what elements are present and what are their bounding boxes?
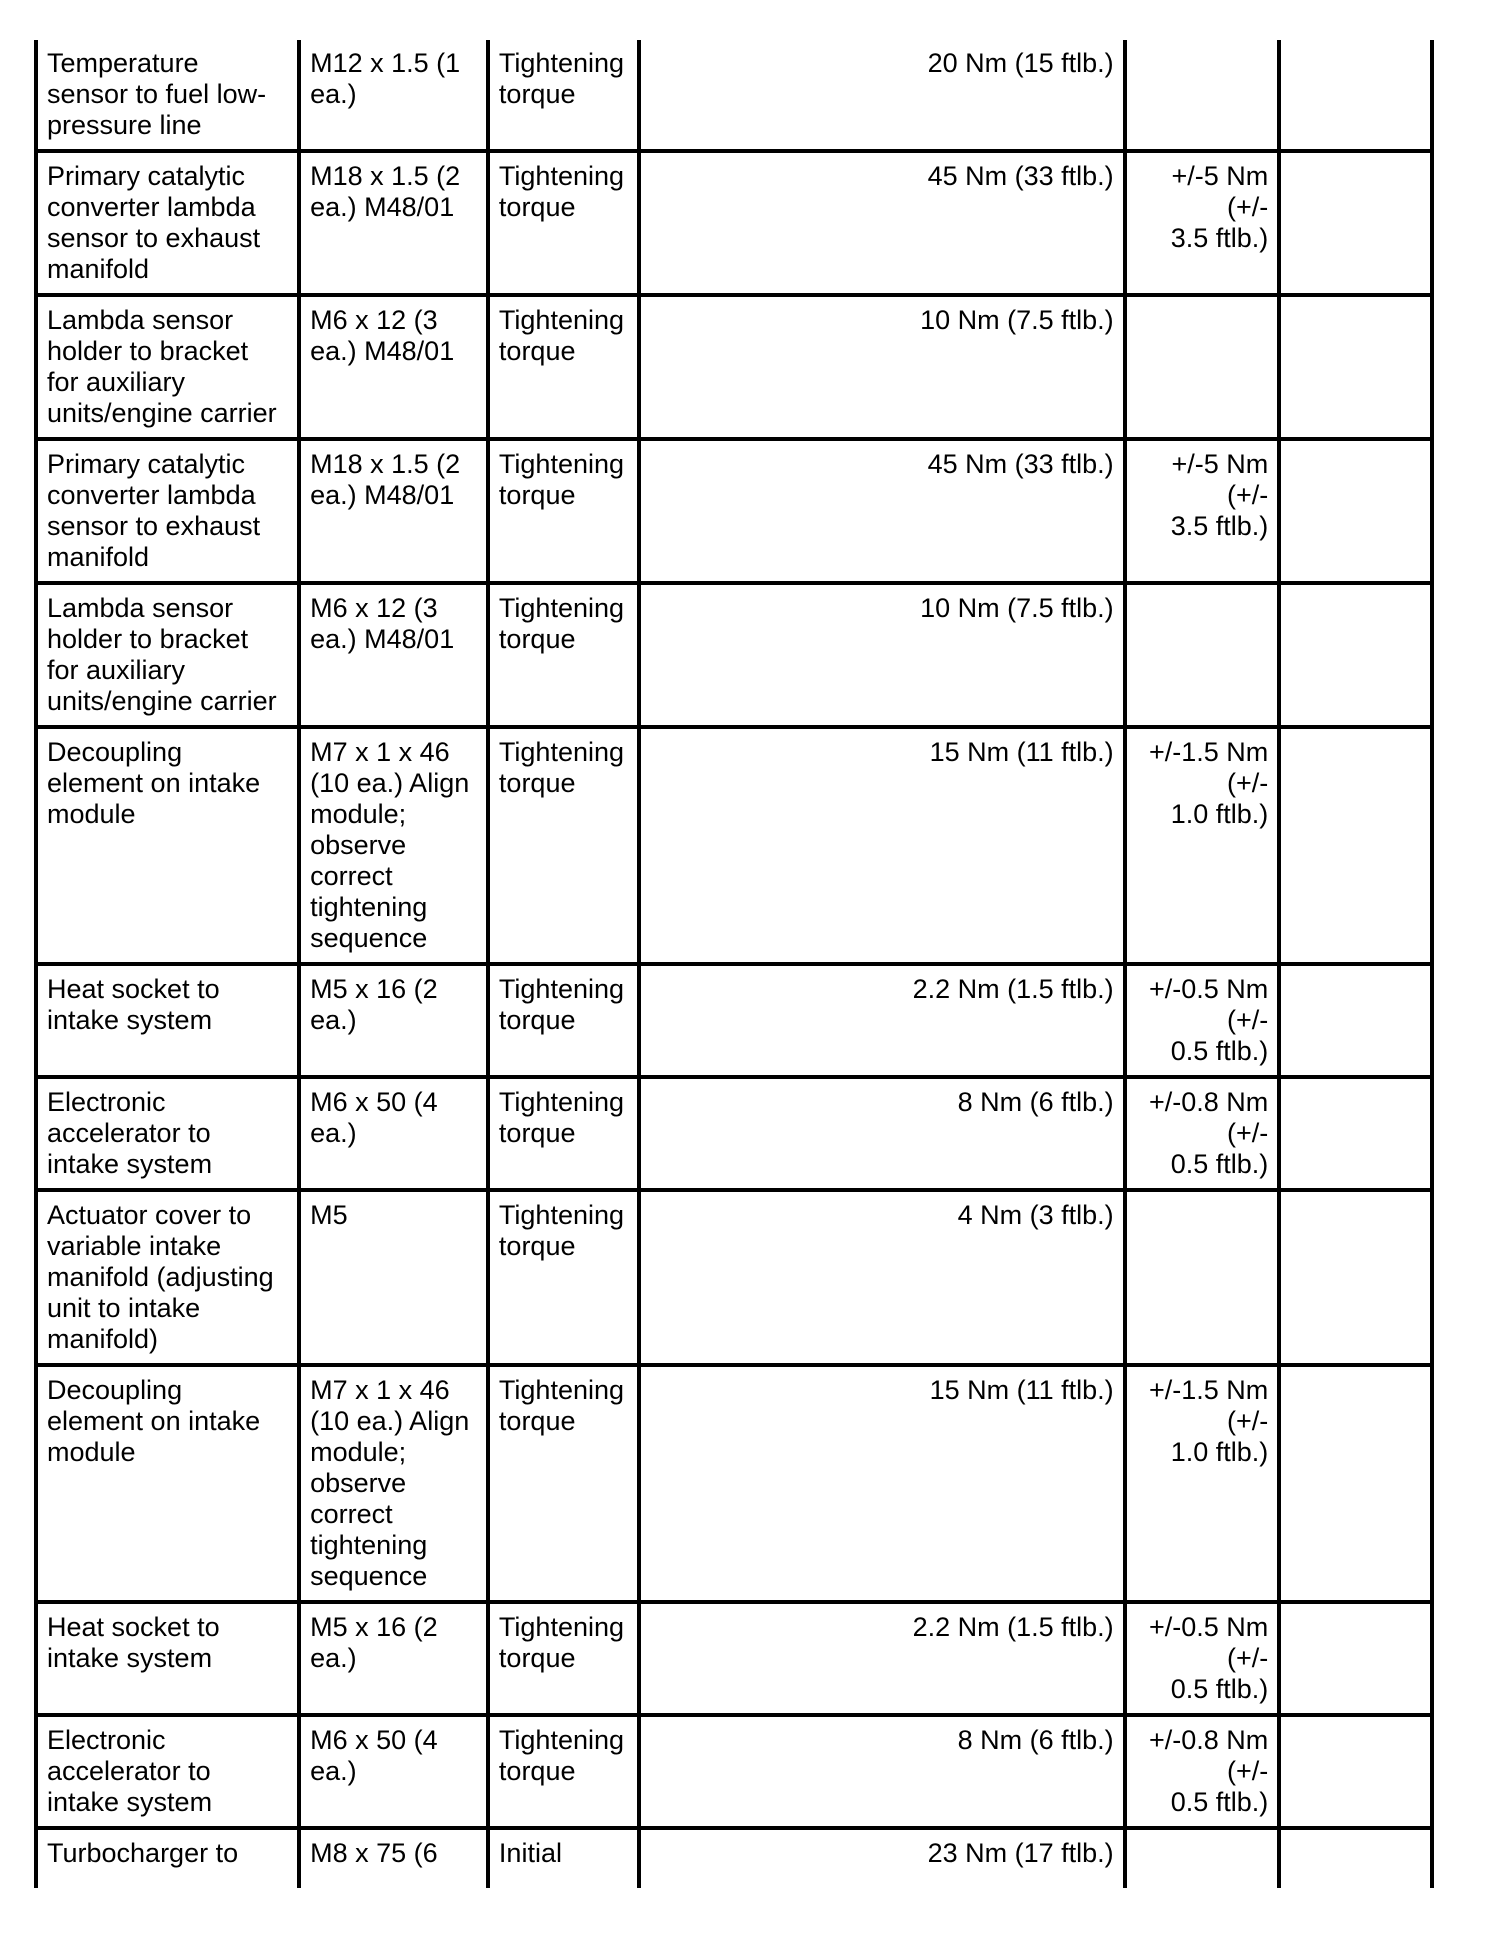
- table-row: [36, 40, 1432, 151]
- cell-torque-value-text: 23 Nm (17 ftlb.): [927, 1838, 1114, 1868]
- cell-torque-type-text: Tightening torque: [498, 1725, 625, 1786]
- cell-description: [36, 1190, 299, 1365]
- cell-description-text: Decoupling element on intake module: [47, 737, 261, 829]
- cell-note: [1279, 1190, 1432, 1365]
- cell-note: [1279, 1828, 1432, 1888]
- cell-torque-value-text: 2.2 Nm (1.5 ftlb.): [912, 1612, 1114, 1642]
- cell-torque-type: [488, 964, 639, 1077]
- cell-note: [1279, 1365, 1432, 1602]
- cell-fastener-text: M5: [310, 1200, 348, 1230]
- cell-torque-value-text: 45 Nm (33 ftlb.): [927, 449, 1114, 479]
- cell-fastener: [299, 964, 488, 1077]
- cell-tolerance: [1125, 727, 1280, 964]
- table-row: [36, 727, 1432, 964]
- cell-torque-type: [488, 1190, 639, 1365]
- cell-tolerance: [1125, 1602, 1280, 1715]
- cell-torque-value: [639, 151, 1125, 295]
- cell-tolerance-text: +/-1.5 Nm (+/- 1.0 ftlb.): [1149, 737, 1269, 829]
- cell-fastener: [299, 1715, 488, 1828]
- cell-fastener-text: M6 x 50 (4 ea.): [310, 1725, 438, 1786]
- cell-torque-type-text: Tightening torque: [498, 1087, 625, 1148]
- cell-torque-type-text: Tightening torque: [498, 305, 625, 366]
- cell-fastener: [299, 1365, 488, 1602]
- cell-description-text: Decoupling element on intake module: [47, 1375, 261, 1467]
- cell-description-text: Primary catalytic converter lambda sensor to exhaust manifold: [47, 449, 261, 572]
- cell-torque-type-text: Tightening torque: [498, 1375, 625, 1436]
- cell-torque-type-text: Tightening torque: [498, 48, 625, 109]
- cell-fastener: [299, 727, 488, 964]
- cell-note: [1279, 40, 1432, 151]
- cell-fastener: [299, 439, 488, 583]
- cell-torque-value: [639, 1602, 1125, 1715]
- cell-fastener: [299, 583, 488, 727]
- cell-torque-value: [639, 40, 1125, 151]
- table-row: [36, 1602, 1432, 1715]
- cell-description: [36, 1365, 299, 1602]
- cell-torque-value-text: 20 Nm (15 ftlb.): [927, 48, 1114, 78]
- cell-tolerance: [1125, 439, 1280, 583]
- cell-torque-value-text: 45 Nm (33 ftlb.): [927, 161, 1114, 191]
- cell-torque-type: [488, 1715, 639, 1828]
- cell-torque-type-text: Tightening torque: [498, 1612, 625, 1673]
- cell-tolerance-text: +/-0.8 Nm (+/- 0.5 ftlb.): [1149, 1725, 1269, 1817]
- cell-description-text: Electronic accelerator to intake system: [47, 1725, 213, 1817]
- cell-description: [36, 727, 299, 964]
- cell-fastener-text: M18 x 1.5 (2 ea.) M48/01: [310, 449, 461, 510]
- cell-torque-value: [639, 1190, 1125, 1365]
- cell-description-text: Lambda sensor holder to bracket for auxiliary units/engine carrier: [47, 593, 277, 716]
- cell-tolerance: [1125, 583, 1280, 727]
- cell-torque-type: [488, 295, 639, 439]
- table-row: [36, 1715, 1432, 1828]
- cell-torque-value-text: 15 Nm (11 ftlb.): [929, 1375, 1114, 1405]
- table-row: [36, 583, 1432, 727]
- table-row: [36, 1828, 1432, 1888]
- cell-fastener-text: M6 x 12 (3 ea.) M48/01: [310, 305, 455, 366]
- cell-description: [36, 964, 299, 1077]
- cell-description-text: Primary catalytic converter lambda sensor to exhaust manifold: [47, 161, 261, 284]
- cell-torque-type-text: Tightening torque: [498, 1200, 625, 1261]
- cell-tolerance: [1125, 1828, 1280, 1888]
- cell-torque-type: [488, 1365, 639, 1602]
- cell-note: [1279, 1602, 1432, 1715]
- cell-torque-type-text: Tightening torque: [498, 161, 625, 222]
- cell-tolerance: [1125, 295, 1280, 439]
- cell-fastener-text: M6 x 50 (4 ea.): [310, 1087, 438, 1148]
- cell-torque-value-text: 8 Nm (6 ftlb.): [957, 1087, 1114, 1117]
- table-row: [36, 295, 1432, 439]
- cell-fastener: [299, 151, 488, 295]
- cell-torque-value: [639, 1715, 1125, 1828]
- cell-tolerance: [1125, 1365, 1280, 1602]
- table-row: [36, 1077, 1432, 1190]
- cell-description-text: Turbocharger to: [47, 1838, 239, 1868]
- cell-description: [36, 1077, 299, 1190]
- cell-torque-value-text: 2.2 Nm (1.5 ftlb.): [912, 974, 1114, 1004]
- cell-torque-type: [488, 1077, 639, 1190]
- cell-torque-value-text: 15 Nm (11 ftlb.): [929, 737, 1114, 767]
- cell-fastener: [299, 1828, 488, 1888]
- table-row: [36, 1190, 1432, 1365]
- table-body: [36, 40, 1432, 1888]
- cell-torque-type: [488, 40, 639, 151]
- cell-torque-value: [639, 1077, 1125, 1190]
- cell-tolerance-text: +/-0.8 Nm (+/- 0.5 ftlb.): [1149, 1087, 1269, 1179]
- cell-torque-type-text: Tightening torque: [498, 593, 625, 654]
- cell-fastener-text: M8 x 75 (6: [310, 1838, 438, 1868]
- cell-description-text: Heat socket to intake system: [47, 974, 220, 1035]
- cell-description-text: Actuator cover to variable intake manifold (adjusting unit to intake manifold): [47, 1200, 274, 1354]
- cell-fastener: [299, 40, 488, 151]
- cell-note: [1279, 964, 1432, 1077]
- table-row: [36, 964, 1432, 1077]
- cell-torque-type-text: Tightening torque: [498, 737, 625, 798]
- cell-note: [1279, 295, 1432, 439]
- cell-tolerance-text: +/-0.5 Nm (+/- 0.5 ftlb.): [1149, 974, 1269, 1066]
- cell-note: [1279, 439, 1432, 583]
- cell-torque-type: [488, 1828, 639, 1888]
- cell-torque-value-text: 4 Nm (3 ftlb.): [957, 1200, 1114, 1230]
- cell-torque-value-text: 8 Nm (6 ftlb.): [957, 1725, 1114, 1755]
- cell-fastener: [299, 1190, 488, 1365]
- cell-fastener: [299, 295, 488, 439]
- cell-tolerance-text: +/-5 Nm (+/- 3.5 ftlb.): [1170, 449, 1269, 541]
- cell-description: [36, 1602, 299, 1715]
- cell-note: [1279, 151, 1432, 295]
- cell-description: [36, 151, 299, 295]
- cell-torque-type-text: Initial: [498, 1838, 562, 1868]
- cell-fastener-text: M5 x 16 (2 ea.): [310, 1612, 438, 1673]
- cell-fastener-text: M18 x 1.5 (2 ea.) M48/01: [310, 161, 461, 222]
- cell-tolerance: [1125, 40, 1280, 151]
- torque-spec-table: [34, 40, 1434, 1888]
- cell-torque-type: [488, 583, 639, 727]
- cell-torque-type: [488, 727, 639, 964]
- cell-torque-value-text: 10 Nm (7.5 ftlb.): [920, 305, 1114, 335]
- cell-description: [36, 583, 299, 727]
- cell-torque-value: [639, 964, 1125, 1077]
- cell-torque-value: [639, 1828, 1125, 1888]
- cell-tolerance: [1125, 1077, 1280, 1190]
- cell-torque-value: [639, 1365, 1125, 1602]
- cell-torque-value: [639, 295, 1125, 439]
- cell-note: [1279, 583, 1432, 727]
- cell-description: [36, 439, 299, 583]
- cell-tolerance-text: +/-5 Nm (+/- 3.5 ftlb.): [1170, 161, 1269, 253]
- cell-fastener-text: M7 x 1 x 46 (10 ea.) Align module; observe correct tightening sequence: [310, 1375, 470, 1591]
- cell-tolerance: [1125, 151, 1280, 295]
- cell-description-text: Heat socket to intake system: [47, 1612, 220, 1673]
- cell-description: [36, 1715, 299, 1828]
- cell-tolerance-text: +/-1.5 Nm (+/- 1.0 ftlb.): [1149, 1375, 1269, 1467]
- table-row: [36, 439, 1432, 583]
- cell-fastener: [299, 1077, 488, 1190]
- cell-fastener-text: M7 x 1 x 46 (10 ea.) Align module; observe correct tightening sequence: [310, 737, 470, 953]
- cell-torque-value: [639, 439, 1125, 583]
- cell-description: [36, 40, 299, 151]
- cell-fastener-text: M6 x 12 (3 ea.) M48/01: [310, 593, 455, 654]
- table-row: [36, 151, 1432, 295]
- cell-description-text: Electronic accelerator to intake system: [47, 1087, 213, 1179]
- table-row: [36, 1365, 1432, 1602]
- cell-description-text: Temperature sensor to fuel low- pressure line: [47, 48, 267, 140]
- cell-torque-type-text: Tightening torque: [498, 449, 625, 510]
- cell-description: [36, 1828, 299, 1888]
- cell-note: [1279, 727, 1432, 964]
- cell-fastener-text: M12 x 1.5 (1 ea.): [310, 48, 461, 109]
- cell-torque-value: [639, 583, 1125, 727]
- cell-fastener: [299, 1602, 488, 1715]
- cell-torque-value-text: 10 Nm (7.5 ftlb.): [920, 593, 1114, 623]
- cell-note: [1279, 1077, 1432, 1190]
- cell-torque-type: [488, 1602, 639, 1715]
- cell-torque-type: [488, 151, 639, 295]
- cell-note: [1279, 1715, 1432, 1828]
- cell-torque-type-text: Tightening torque: [498, 974, 625, 1035]
- cell-torque-value: [639, 727, 1125, 964]
- cell-fastener-text: M5 x 16 (2 ea.): [310, 974, 438, 1035]
- cell-tolerance: [1125, 1715, 1280, 1828]
- cell-torque-type: [488, 439, 639, 583]
- cell-tolerance-text: +/-0.5 Nm (+/- 0.5 ftlb.): [1149, 1612, 1269, 1704]
- cell-tolerance: [1125, 964, 1280, 1077]
- cell-description-text: Lambda sensor holder to bracket for auxiliary units/engine carrier: [47, 305, 277, 428]
- cell-tolerance: [1125, 1190, 1280, 1365]
- cell-description: [36, 295, 299, 439]
